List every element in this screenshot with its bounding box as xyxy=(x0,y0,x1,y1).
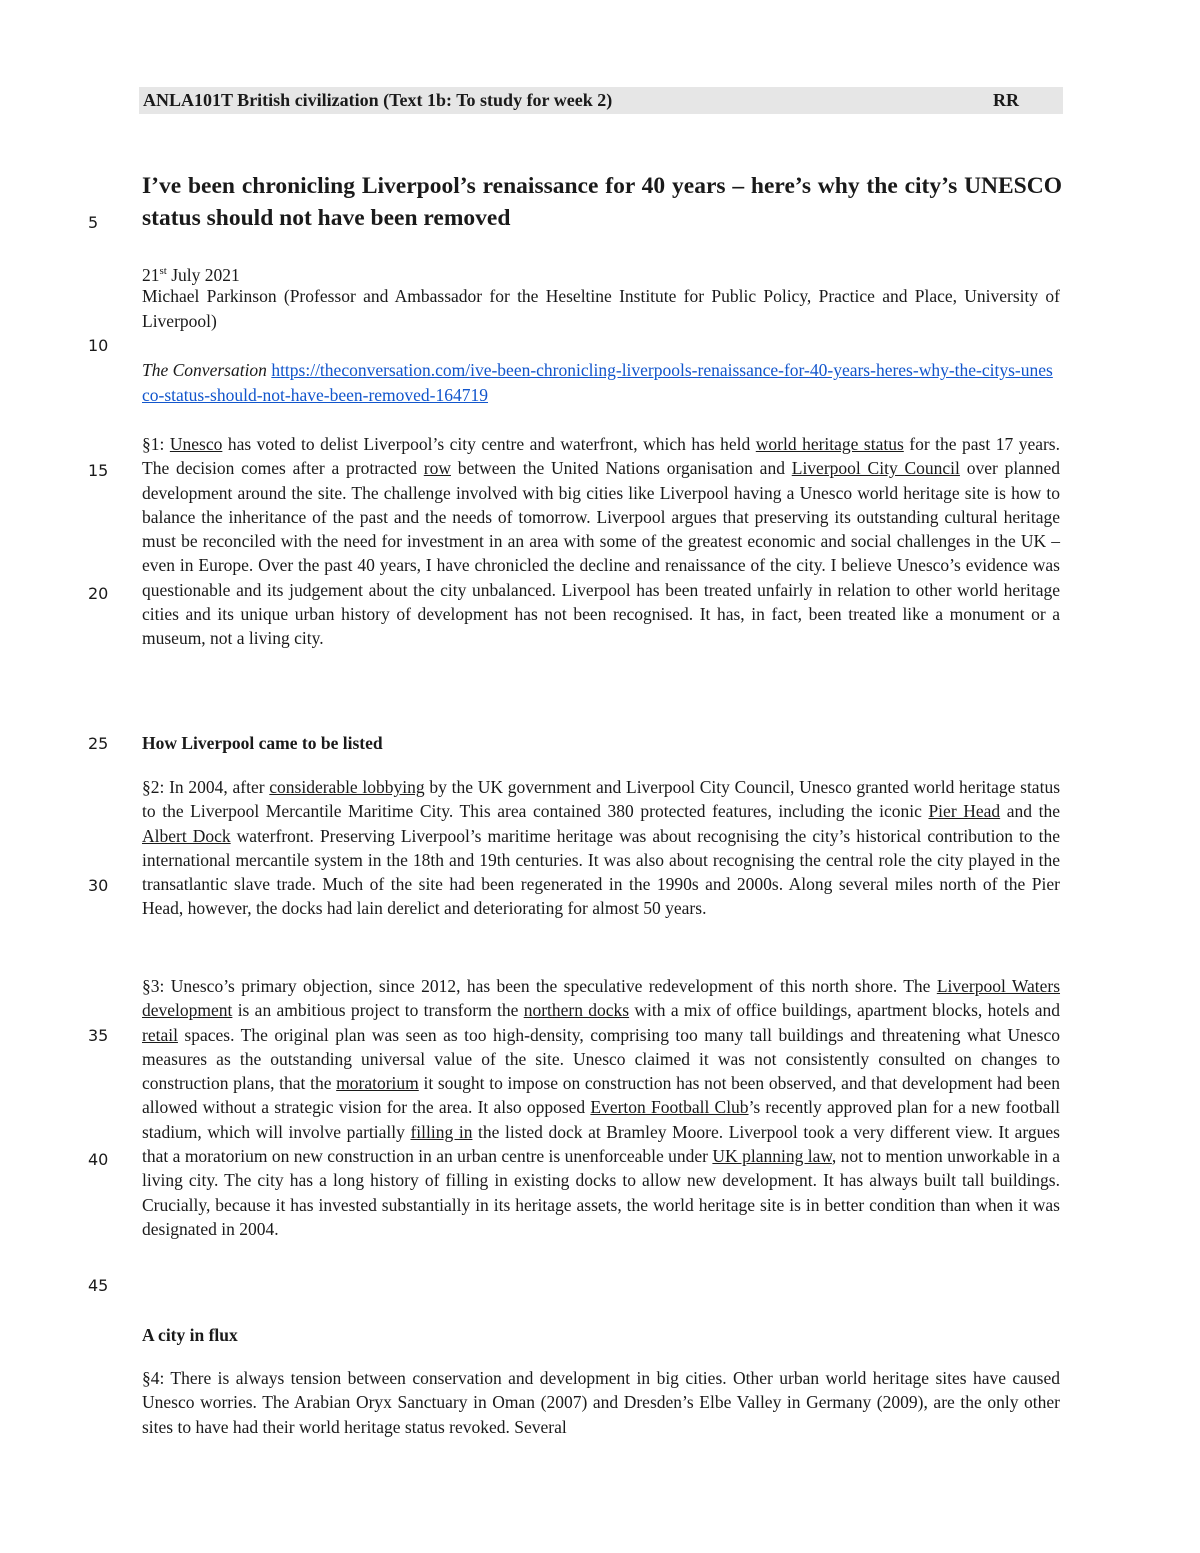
line-number: 30 xyxy=(88,876,109,895)
line-number: 10 xyxy=(88,336,109,355)
term-underlined: Unesco xyxy=(169,434,223,454)
line-number: 45 xyxy=(88,1276,109,1295)
instructor-code: RR xyxy=(993,90,1019,110)
term-underlined: Albert Dock xyxy=(142,825,231,846)
paragraph-3: §3: Unesco’s primary objection, since 2012, has been the speculative redevelopment of this north shore. The Liverpool Waters development is an ambitious project to transform the northern docks with a mix of office buildings, apartment blocks, hotels and retail spaces. The original plan was seen as too high-density, comprising too many tall buildings and threatening what Unesco measures as the outstanding universal value of the site. Unesco claimed it was not consistently consulted on changes to construction plans, that the moratorium it sought to impose on construction has not been observed, and that development had been allowed without a strategic vision for the area. It also opposed Everton Football Club’s recently approved plan for a new football stadium, which will involve partially filling in the listed dock at Bramley Moore. Liverpool took a very different view. It argues that a moratorium on new construction in an urban centre is unenforceable under UK planning law, not to mention unworkable in a living city. The city has a long history of filling in existing docks to allow new development. It has always built tall buildings. Crucially, because it has invested substantially in its heritage assets, the world heritage site is in better condition than when it was designated in 2004. xyxy=(142,976,1061,1239)
paragraph-1: §1: Unesco has voted to delist Liverpool’s city centre and waterfront, which has held world heritage status for the past 17 years. The decision comes after a protracted row between the United Nations organisation and Liverpool City Council over planned development around the site. The challenge involved with big cities like Liverpool having a Unesco world heritage site is how to balance the inheritance of the past and the needs of tomorrow. Liverpool argues that preserving its outstanding cultural heritage must be reconciled with the need for investment in an area with some of the greatest economic and social challenges in the UK – even in Europe. Over the past 40 years, I have chronicled the decline and renaissance of the city. I believe Unesco’s evidence was questionable and its judgement about the city unbalanced. Liverpool has been treated unfairly in relation to other world heritage cities and its unique urban history of development has not been recognised. It has, in fact, been treated like a monument or a museum, not a living city. xyxy=(142,434,1061,649)
section-heading: How Liverpool came to be listed xyxy=(142,733,383,753)
line-number: 15 xyxy=(88,461,109,480)
term-underlined: Everton Football Club xyxy=(590,1097,749,1118)
term-underlined: retail xyxy=(142,1024,178,1045)
article-date: 21st July 2021 xyxy=(142,264,240,285)
header-bar xyxy=(139,87,1063,114)
term-underlined: considerable lobbying xyxy=(269,777,425,797)
paragraph-4: §4: There is always tension between conservation and development in big cities. Other urban world heritage sites have caused Unesco worries. The Arabian Oryx Sanctuary in Oman (2007) and Dresden’s Elbe Valley in Germany (2009), are the only other sites to have had their world heritage status revoked. Several xyxy=(142,1368,1060,1437)
line-number: 35 xyxy=(88,1026,109,1045)
section-heading: A city in flux xyxy=(142,1325,238,1345)
line-number: 40 xyxy=(88,1150,109,1169)
course-title: ANLA101T British civilization (Text 1b: To study for week 2) xyxy=(143,90,613,110)
paragraph-2: §2: In 2004, after considerable lobbying by the UK government and Liverpool City Council, Unesco granted world heritage status to the Liverpool Mercantile Maritime City. This area contained 380 protected features, including the iconic Pier Head and the Albert Dock waterfront. Preserving Liverpool’s maritime heritage was about recognising the city’s historical contribution to the international mercantile system in the 18th and 19th centuries. It was also about recognising the central role the city played in the transatlantic slave trade. Much of the site had been regenerated in the 1990s and 2000s. Along several miles north of the Pier Head, however, the docks had lain derelict and deteriorating for almost 50 years. xyxy=(142,777,1060,919)
author-byline: Michael Parkinson (Professor and Ambassador for the Heseltine Institute for Public Policy, Practice and Place, University of Liverpool) xyxy=(142,286,1060,331)
term-underlined: world heritage status xyxy=(755,434,904,454)
line-number: 5 xyxy=(88,213,99,232)
line-number: 25 xyxy=(88,734,109,753)
term-underlined: moratorium xyxy=(336,1073,419,1094)
source-name: The Conversation xyxy=(142,360,267,380)
line-number: 20 xyxy=(88,584,109,603)
term-underlined: northern docks xyxy=(523,1000,630,1021)
term-underlined: Liverpool Waters development xyxy=(142,976,1061,1021)
term-underlined: row xyxy=(423,458,451,479)
term-underlined: filling in xyxy=(410,1121,473,1142)
term-underlined: UK planning law xyxy=(712,1146,832,1167)
term-underlined: Pier Head xyxy=(928,801,1001,822)
source-line xyxy=(142,358,1060,408)
source-link[interactable]: https://theconversation.com/ive-been-chronicling-liverpools-renaissance-for-40-years-heres-why-the-citys-unesco-status-should-not-have-been-removed-164719 xyxy=(142,360,1053,405)
article-title: I’ve been chronicling Liverpool’s renaissance for 40 years – here’s why the city’s UNESCO status should not have been removed xyxy=(142,173,1062,231)
term-underlined: Liverpool City Council xyxy=(791,458,960,479)
